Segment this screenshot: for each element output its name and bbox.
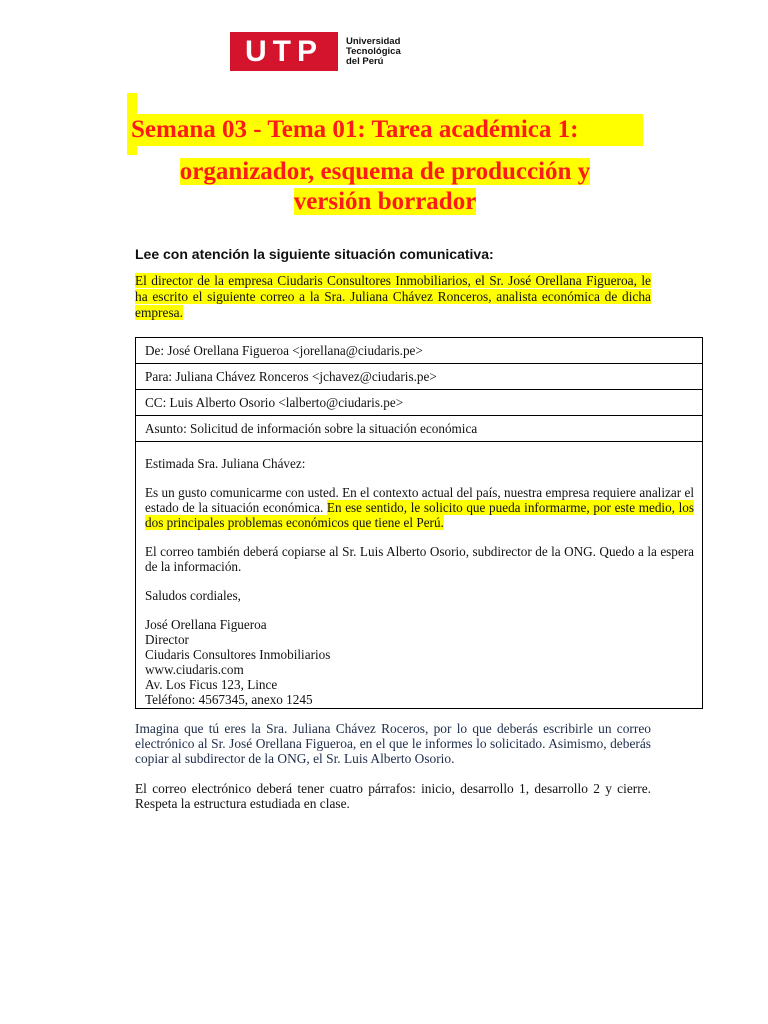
logo-name-line: Tecnológica — [346, 45, 401, 57]
email-signature — [145, 617, 694, 707]
email-greeting: Estimada Sra. Juliana Chávez: — [145, 456, 306, 471]
signature-line: www.ciudaris.com — [145, 662, 244, 677]
situation-paragraph — [135, 273, 651, 321]
signature-line: Teléfono: 4567345, anexo 1245 — [145, 692, 313, 707]
email-box — [135, 337, 703, 709]
task-instructions — [135, 721, 651, 826]
utp-logo — [230, 32, 401, 71]
email-paragraph-1-start: Es un gusto comunicarme con usted. En el contexto actual del país, nuestra empresa requiere analizar el estado de la situación económica. — [145, 485, 694, 515]
email-paragraph-1-highlight: En ese sentido, le solicito que pueda informarme, por este medio, los dos principales problemas económicos que tiene el Perú. — [145, 500, 695, 530]
page-title-line1: Semana 03 - Tema 01: Tarea académica 1: — [127, 114, 643, 146]
utp-logo-mark: UTP — [230, 32, 338, 71]
email-subject: Asunto: Solicitud de información sobre la situación económica — [136, 416, 702, 442]
logo-name-line: del Perú — [346, 55, 384, 67]
signature-line: Av. Los Ficus 123, Lince — [145, 677, 278, 692]
email-body — [136, 442, 702, 708]
situation-text: El director de la empresa Ciudaris Consultores Inmobiliarios, el Sr. José Orellana Figueroa, le ha escrito el siguiente correo a la Sra. Juliana Chávez Ronceros, analista económica de dicha empresa. — [135, 273, 651, 320]
task-paragraph-2: El correo electrónico deberá tener cuatro párrafos: inicio, desarrollo 1, desarrollo 2 y cierre. Respeta la estructura estudiada en clase. — [135, 781, 651, 811]
task-paragraph-1: Imagina que tú eres la Sra. Juliana Chávez Roceros, por lo que deberás escribirle un correo electrónico al Sr. José Orellana Figueroa, en el que le informes lo solicitado. Asimismo, deberás copiar al subdirector de la ONG, el Sr. Luis Alberto Osorio. — [135, 721, 651, 766]
page-title-line3: versión borrador — [293, 188, 477, 215]
page-title-rest — [127, 157, 643, 217]
signature-line: José Orellana Figueroa — [145, 617, 267, 632]
email-paragraph-1 — [145, 485, 694, 530]
utp-logo-name — [346, 37, 401, 67]
email-closing: Saludos cordiales, — [145, 588, 241, 603]
logo-name-line: Universidad — [346, 35, 401, 47]
signature-line: Director — [145, 632, 189, 647]
instruction-heading: Lee con atención la siguiente situación comunicativa: — [135, 246, 494, 262]
email-cc: CC: Luis Alberto Osorio <lalberto@ciudaris.pe> — [136, 390, 702, 416]
email-to: Para: Juliana Chávez Ronceros <jchavez@ciudaris.pe> — [136, 364, 702, 390]
page-title-line2: organizador, esquema de producción y — [179, 158, 591, 185]
email-paragraph-2: El correo también deberá copiarse al Sr. Luis Alberto Osorio, subdirector de la ONG. Quedo a la espera de la información. — [145, 544, 694, 574]
email-from: De: José Orellana Figueroa <jorellana@ciudaris.pe> — [136, 338, 702, 364]
signature-line: Ciudaris Consultores Inmobiliarios — [145, 647, 331, 662]
